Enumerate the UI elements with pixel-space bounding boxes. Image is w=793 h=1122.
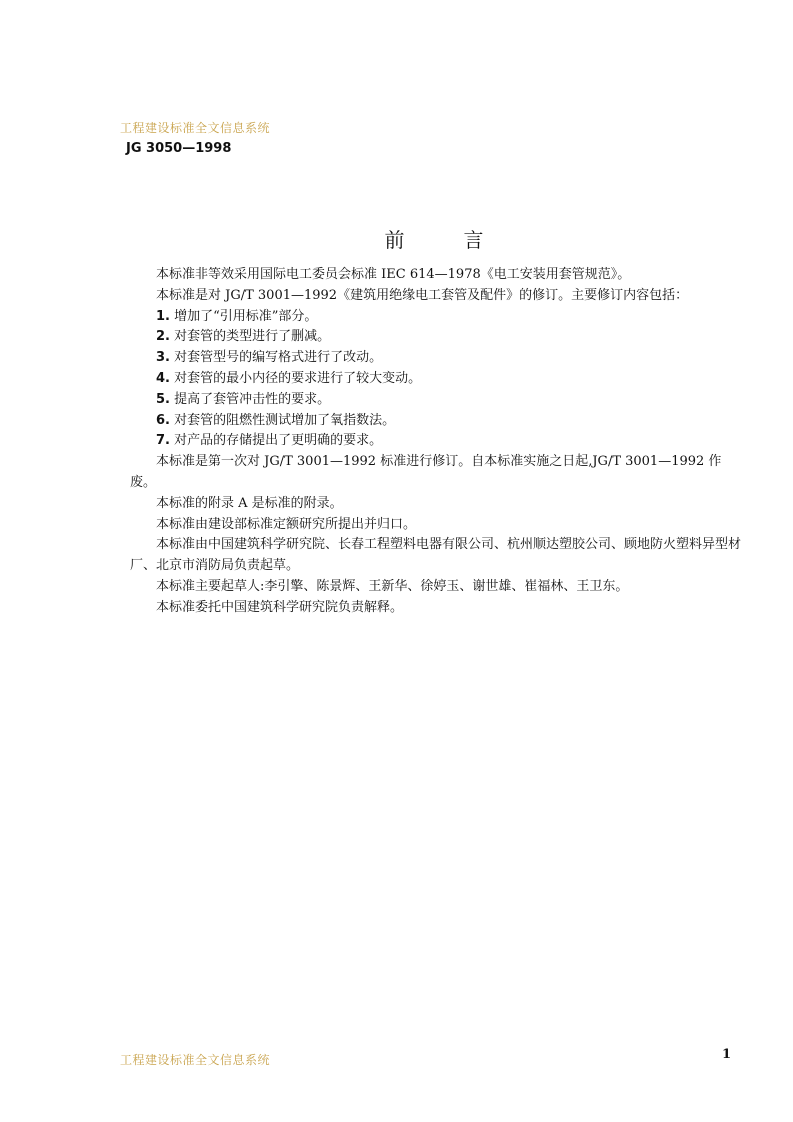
paragraph-1: 本标准非等效采用国际电工委员会标准 IEC 614—1978《电工安装用套管规范》。 (156, 267, 631, 282)
list-item-text: 对套管型号的编写格式进行了改动。 (174, 350, 383, 366)
list-item (130, 411, 745, 432)
foreword-body (130, 265, 745, 619)
list-item (130, 369, 745, 390)
list-item-number: 7. (156, 433, 170, 449)
list-item-number: 3. (156, 350, 170, 366)
standard-code: JG 3050—1998 (126, 141, 232, 156)
page-title (0, 224, 793, 253)
paragraph-7: 本标准主要起草人:李引擎、陈景辉、王新华、徐婷玉、谢世雄、崔福林、王卫东。 (156, 578, 629, 594)
list-item-text: 对套管的阻燃性测试增加了氧指数法。 (174, 412, 396, 428)
paragraph-6: 本标准由中国建筑科学研究院、长春工程塑料电器有限公司、杭州顺达塑胶公司、顾地防火塑料异型材厂、北京市消防局负责起草。 (130, 537, 742, 574)
list-item (130, 307, 745, 328)
list-item (130, 431, 745, 452)
list-item (130, 348, 745, 369)
list-item (130, 390, 745, 411)
paragraph-5: 本标准由建设部标准定额研究所提出并归口。 (156, 516, 417, 532)
list-item-text: 对套管的最小内径的要求进行了较大变动。 (174, 370, 422, 386)
page-number: 1 (722, 1047, 732, 1062)
watermark-top: 工程建设标准全文信息系统 (120, 121, 271, 135)
list-item-number: 6. (156, 412, 170, 428)
list-item-text: 对套管的类型进行了删减。 (174, 329, 331, 345)
paragraph-4: 本标准的附录 A 是标准的附录。 (156, 495, 343, 511)
paragraph-8: 本标准委托中国建筑科学研究院负责解释。 (156, 599, 404, 615)
list-item-number: 5. (156, 391, 170, 407)
list-item-text: 增加了“引用标准”部分。 (174, 308, 318, 324)
watermark-bottom: 工程建设标准全文信息系统 (120, 1053, 271, 1067)
title-char-1: 前 (384, 228, 406, 252)
paragraph-3: 本标准是第一次对 JG/T 3001—1992 标准进行修订。自本标准实施之日起,JG/T 3001—1992 作废。 (130, 454, 722, 490)
title-char-2: 言 (463, 228, 485, 252)
list-item-number: 4. (156, 370, 170, 386)
paragraph-2: 本标准是对 JG/T 3001—1992《建筑用绝缘电工套管及配件》的修订。主要修订内容包括： (156, 287, 689, 303)
list-item-text: 提高了套管冲击性的要求。 (174, 391, 331, 407)
list-item-text: 对产品的存储提出了更明确的要求。 (174, 433, 383, 449)
list-item-number: 1. (156, 308, 170, 324)
list-item (130, 327, 745, 348)
list-item-number: 2. (156, 329, 170, 345)
